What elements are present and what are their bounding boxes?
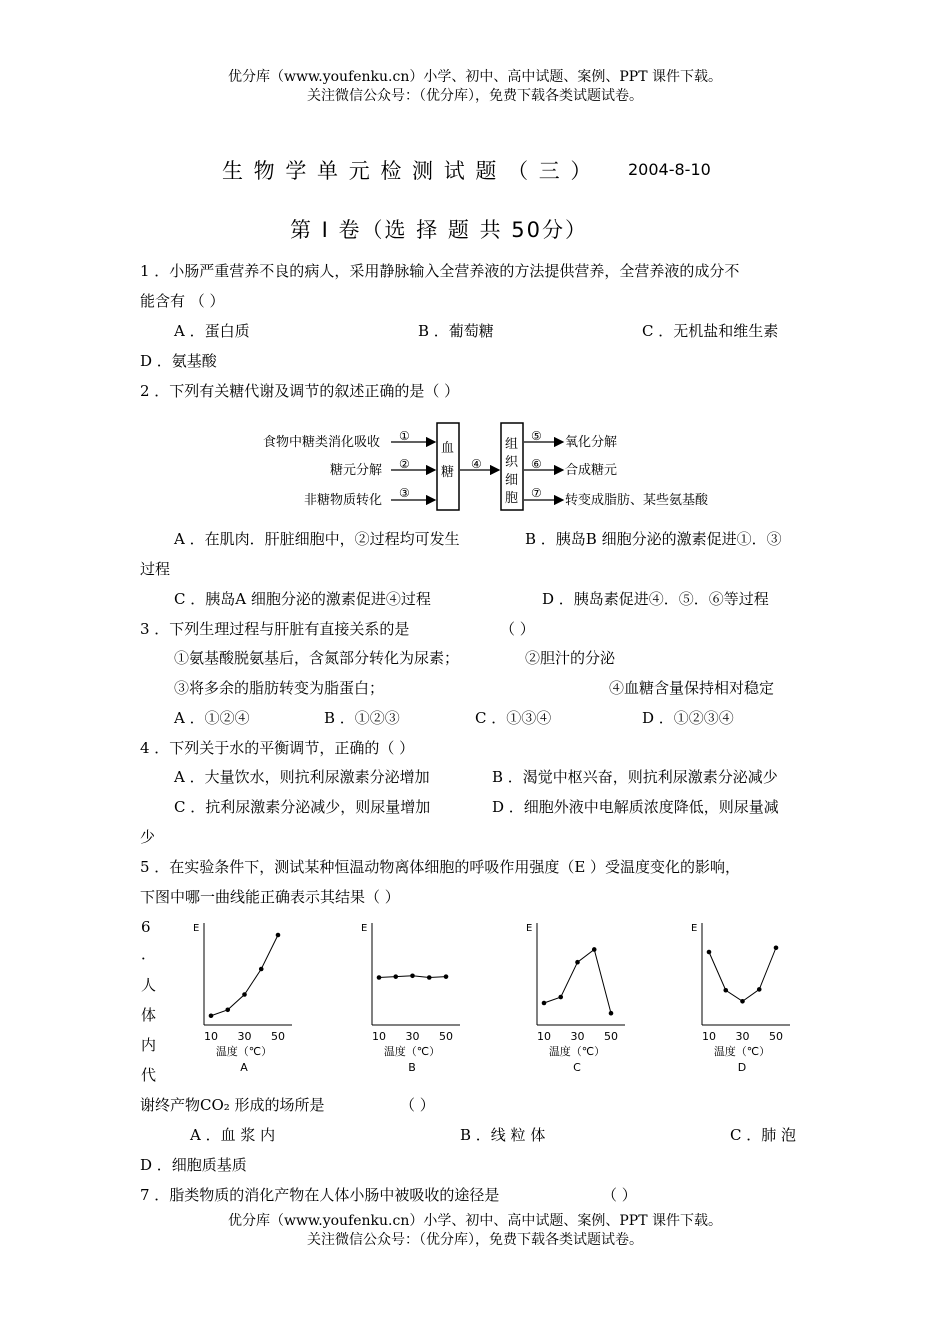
- chart-d-point-50: [774, 945, 779, 950]
- q6-side-6: 代: [141, 1066, 157, 1084]
- q3-item-1: ①氨基酸脱氨基后，含氮部分转化为尿素；: [174, 649, 460, 667]
- q3-option-c: C ．①③④: [475, 709, 552, 727]
- chart-a-point-20: [225, 1008, 230, 1013]
- q3-paren: （ ）: [500, 620, 535, 638]
- chart-c-point-50: [609, 1011, 614, 1016]
- input-1-label: 食物中糖类消化吸收: [263, 435, 381, 450]
- q2-stem: 2 ．下列有关糖代谢及调节的叙述正确的是（ ）: [140, 382, 460, 400]
- q5-stem-1: 5 ．在实验条件下，测试某种恒温动物离体细胞的呼吸作用强度（E ）受温度变化的影响，: [140, 858, 741, 876]
- chart-d-ylabel: E: [691, 923, 698, 934]
- q2-option-a: A ．在肌肉．肝脏细胞中，②过程均可发生: [174, 530, 460, 548]
- output-1-label: 氧化分解: [565, 435, 618, 450]
- chart-a-point-40: [259, 967, 264, 972]
- chart-c-point-30: [575, 960, 580, 965]
- mid-num: ④: [471, 457, 482, 471]
- q4-option-d: D ．细胞外液中电解质浓度降低，则尿量减: [492, 798, 779, 816]
- chart-a-point-10: [209, 1013, 214, 1018]
- input-2-label: 糖元分解: [330, 463, 383, 478]
- chart-d-point-20: [723, 988, 728, 993]
- q4-option-c: C ．抗利尿激素分泌减少，则尿量增加: [174, 798, 431, 816]
- q2-option-d: D ．胰岛素促进④．⑤．⑥等过程: [542, 590, 769, 608]
- title-date: 2004-8-10: [628, 160, 711, 179]
- box1-char-2: 糖: [441, 465, 455, 480]
- q3-item-4: ④血糖含量保持相对稳定: [609, 679, 775, 697]
- chart-d-point-30: [740, 999, 745, 1004]
- q6-side-4: 体: [141, 1006, 157, 1024]
- chart-b-point-50: [444, 974, 449, 979]
- section-title: 第 Ⅰ 卷（选 择 题 共 50分）: [290, 218, 588, 242]
- q6-side-5: 内: [141, 1036, 157, 1054]
- chart-b-xlabel: 温度（℃）: [383, 1045, 441, 1058]
- q6-option-a: A ．血 浆 内: [190, 1126, 276, 1144]
- chart-a-point-30: [242, 992, 247, 997]
- q7-paren: （ ）: [602, 1186, 637, 1204]
- header-line-1: 优分库（www.youfenku.cn）小学、初中、高中试题、案例、PPT 课件下载。: [227, 69, 722, 85]
- chart-d-tick-50: 50: [769, 1030, 783, 1043]
- q3-option-b: B ．①②③: [324, 709, 400, 727]
- chart-a-xlabel: 温度（℃）: [215, 1045, 273, 1058]
- q1-option-b: B ．葡萄糖: [418, 322, 494, 340]
- chart-a-tick-10: 10: [204, 1030, 218, 1043]
- header-line-2: 关注微信公众号：（优分库），免费下载各类试题试卷。: [307, 88, 643, 104]
- chart-b-label: B: [408, 1061, 416, 1074]
- chart-a-tick-30: 30: [237, 1030, 252, 1043]
- output-2-num: ⑥: [531, 457, 542, 471]
- chart-d-xlabel: 温度（℃）: [713, 1045, 771, 1058]
- box2-char-3: 细: [505, 473, 519, 488]
- chart-c-tick-10: 10: [537, 1030, 551, 1043]
- chart-a-label: A: [240, 1061, 248, 1074]
- output-3-label: 转变成脂肪、某些氨基酸: [565, 493, 709, 508]
- output-3-num: ⑦: [531, 486, 542, 500]
- q6-side-3: 人: [141, 976, 157, 994]
- chart-b-point-30: [410, 974, 415, 979]
- output-2-label: 合成糖元: [565, 463, 618, 478]
- q3-option-d: D ．①②③④: [642, 709, 734, 727]
- q6-side-2: ．: [141, 945, 157, 963]
- q4-stem: 4 ．下列关于水的平衡调节，正确的（ ）: [140, 739, 415, 757]
- chart-c-point-40: [592, 947, 597, 952]
- q1-option-d: D ．氨基酸: [140, 352, 217, 370]
- chart-b-point-20: [393, 974, 398, 979]
- q6-stem: 谢终产物CO₂ 形成的场所是: [140, 1096, 325, 1114]
- q6-side-1: 6: [141, 918, 151, 936]
- chart-d-tick-30: 30: [735, 1030, 750, 1043]
- q3-stem: 3 ．下列生理过程与肝脏有直接关系的是: [140, 620, 410, 638]
- chart-a-tick-50: 50: [271, 1030, 285, 1043]
- q3-item-3: ③将多余的脂肪转变为脂蛋白；: [174, 679, 385, 697]
- chart-a-ylabel: E: [193, 923, 200, 934]
- q4-option-d-cont: 少: [140, 828, 156, 846]
- input-1-num: ①: [399, 429, 410, 443]
- q3-item-2: ②胆汁的分泌: [525, 649, 616, 667]
- chart-b-tick-50: 50: [439, 1030, 453, 1043]
- chart-b-tick-30: 30: [405, 1030, 420, 1043]
- q4-option-a: A ．大量饮水，则抗利尿激素分泌增加: [174, 768, 430, 786]
- chart-c-label: C: [573, 1061, 581, 1074]
- page-title: 生 物 学 单 元 检 测 试 题 （ 三 ）: [222, 159, 594, 183]
- q2-option-b: B ．胰岛B 细胞分泌的激素促进①．③: [525, 530, 782, 548]
- chart-a-series-line: [211, 935, 278, 1016]
- q5-charts: [180, 915, 800, 1080]
- q1-option-a: A ．蛋白质: [174, 322, 250, 340]
- box2-char-1: 组: [505, 437, 519, 452]
- box2-char-2: 织: [505, 455, 519, 470]
- chart-b-ylabel: E: [361, 923, 368, 934]
- chart-b-point-40: [427, 975, 432, 980]
- input-2-num: ②: [399, 457, 410, 471]
- q3-option-a: A ．①②④: [174, 709, 250, 727]
- chart-d-label: D: [737, 1061, 747, 1074]
- chart-c-tick-50: 50: [604, 1030, 618, 1043]
- chart-b-tick-10: 10: [372, 1030, 386, 1043]
- chart-c-xlabel: 温度（℃）: [548, 1045, 606, 1058]
- q6-option-d: D ．细胞质基质: [140, 1156, 247, 1174]
- chart-a-point-50: [276, 933, 281, 938]
- chart-c-tick-30: 30: [570, 1030, 585, 1043]
- chart-c-point-20: [558, 995, 563, 1000]
- q6-paren: （ ）: [400, 1096, 435, 1114]
- output-1-num: ⑤: [531, 429, 542, 443]
- footer-line-1: 优分库（www.youfenku.cn）小学、初中、高中试题、案例、PPT 课件下载。: [227, 1213, 722, 1229]
- chart-d-series-line: [709, 948, 776, 1002]
- chart-d-tick-10: 10: [702, 1030, 716, 1043]
- input-3-label: 非糖物质转化: [304, 493, 383, 508]
- chart-d-point-10: [707, 950, 712, 955]
- q4-option-b: B ．渴觉中枢兴奋，则抗利尿激素分泌减少: [492, 768, 778, 786]
- diagram-svg: [255, 420, 735, 515]
- q1-stem-2: 能含有 （ ）: [140, 292, 225, 310]
- q1-option-c: C ．无机盐和维生素: [642, 322, 779, 340]
- q6-option-c: C ．肺 泡: [730, 1126, 797, 1144]
- chart-c-point-10: [542, 1001, 547, 1006]
- q7-stem: 7 ．脂类物质的消化产物在人体小肠中被吸收的途径是: [140, 1186, 500, 1204]
- q2-option-b-cont: 过程: [140, 560, 171, 578]
- q1-stem-1: 1 ．小肠严重营养不良的病人，采用静脉输入全营养液的方法提供营养，全营养液的成分不: [140, 262, 740, 280]
- q5-stem-2: 下图中哪一曲线能正确表示其结果（ ）: [140, 888, 400, 906]
- q2-option-c: C ．胰岛A 细胞分泌的激素促进④过程: [174, 590, 431, 608]
- box2-char-4: 胞: [505, 491, 519, 506]
- chart-c-ylabel: E: [526, 923, 533, 934]
- chart-d-point-40: [757, 987, 762, 992]
- chart-b-point-10: [377, 975, 382, 980]
- q6-option-b: B ．线 粒 体: [460, 1126, 546, 1144]
- input-3-num: ③: [399, 486, 410, 500]
- box1-char-1: 血: [441, 441, 455, 456]
- chart-c-series-line: [544, 949, 611, 1013]
- footer-line-2: 关注微信公众号：（优分库），免费下载各类试题试卷。: [307, 1232, 643, 1248]
- glucose-metabolism-diagram: [255, 420, 735, 515]
